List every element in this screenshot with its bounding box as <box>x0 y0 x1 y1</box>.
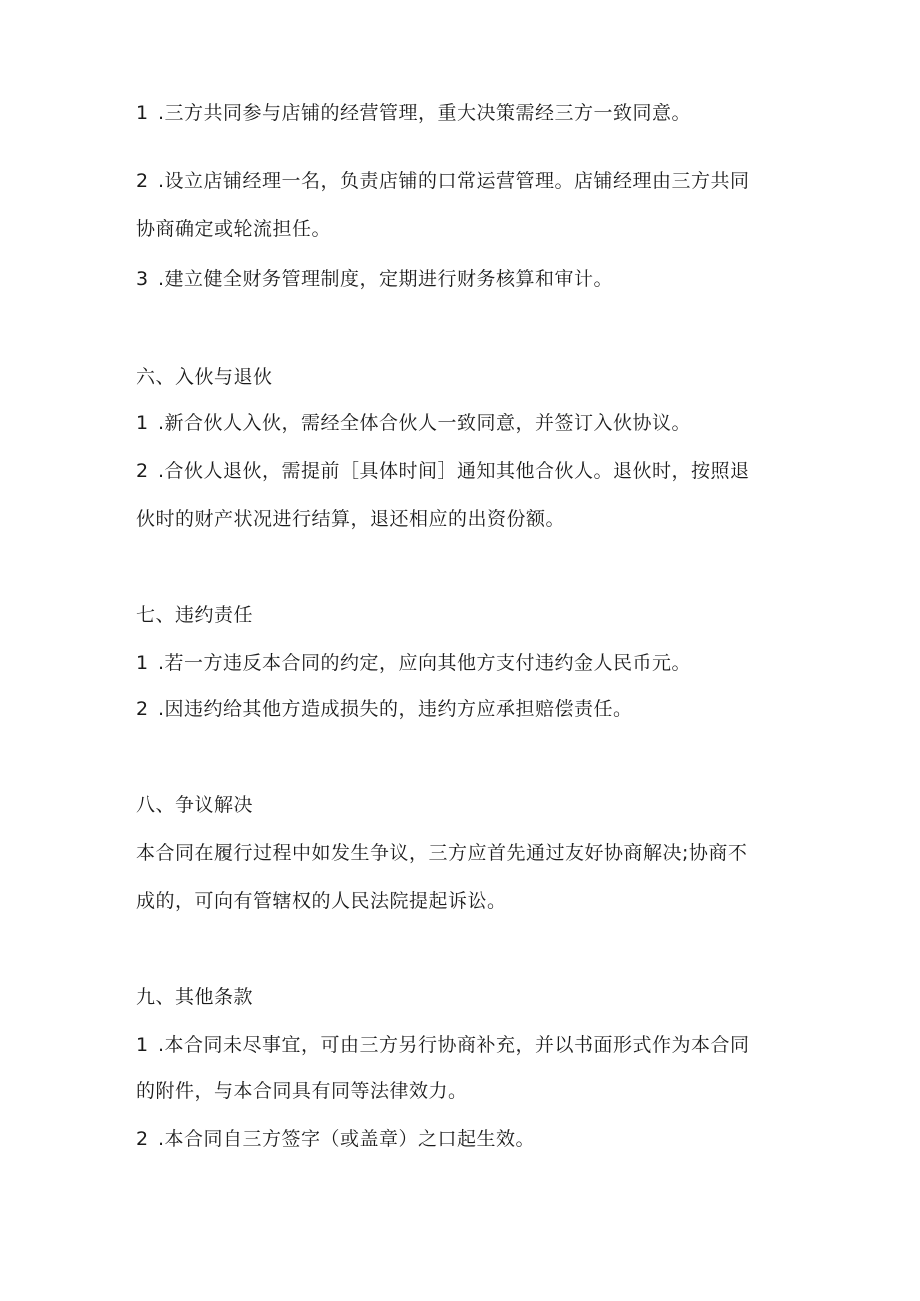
clause-number: 1 <box>136 652 149 674</box>
clause-6-1 <box>136 410 691 436</box>
clause-number: 1 <box>136 102 149 124</box>
section-heading: 七、违约责任 <box>136 604 254 626</box>
clause-text: .本合同未尽事宜，可由三方另行协商补充，并以书面形式作为本合同 <box>158 1034 750 1056</box>
clause-5-2-continued <box>136 216 331 242</box>
clause-text: .建立健全财务管理制度，定期进行财务核算和审计。 <box>158 268 614 290</box>
clause-text-continued: 协商确定或轮流担任。 <box>136 218 332 240</box>
section-9-title <box>136 984 253 1010</box>
clause-number: 2 <box>136 170 149 192</box>
clause-9-1-continued <box>136 1078 468 1104</box>
clause-text: .因违约给其他方造成损失的，违约方应承担赔偿责任。 <box>158 698 633 720</box>
paragraph-8-line-2 <box>136 888 507 914</box>
paragraph-text: 成的，可向有管辖权的人民法院提起诉讼。 <box>136 890 507 912</box>
clause-number: 1 <box>136 412 149 434</box>
paragraph-8-line-1 <box>136 840 747 866</box>
clause-number: 2 <box>136 698 149 720</box>
clause-5-2 <box>136 168 750 194</box>
clause-9-1 <box>136 1032 750 1058</box>
clause-text: .新合伙人入伙，需经全体合伙人一致同意，并签订入伙协议。 <box>158 412 692 434</box>
clause-9-2 <box>136 1126 535 1152</box>
clause-number: 2 <box>136 1128 149 1150</box>
section-heading: 六、入伙与退伙 <box>136 366 273 388</box>
clause-5-3 <box>136 266 613 292</box>
clause-number: 2 <box>136 460 149 482</box>
section-heading: 八、争议解决 <box>136 794 254 816</box>
clause-7-1 <box>136 650 691 676</box>
paragraph-text: 本合同在履行过程中如发生争议，三方应首先通过友好协商解决;协商不 <box>136 842 748 864</box>
clause-text: .合伙人退伙，需提前［具体时间］通知其他合伙人。退伙时，按照退 <box>158 460 750 482</box>
clause-text-continued: 伙时的财产状况进行结算，退还相应的出资份额。 <box>136 508 566 530</box>
clause-text: .若一方违反本合同的约定，应向其他方支付违约金人民币元。 <box>158 652 692 674</box>
clause-text: .设立店铺经理一名，负责店铺的口常运营管理。店铺经理由三方共同 <box>158 170 750 192</box>
clause-5-1 <box>136 100 691 126</box>
clause-text: .三方共同参与店铺的经营管理，重大决策需经三方一致同意。 <box>158 102 692 124</box>
clause-number: 3 <box>136 268 149 290</box>
section-8-title <box>136 792 253 818</box>
clause-number: 1 <box>136 1034 149 1056</box>
clause-6-2 <box>136 458 750 484</box>
clause-6-2-continued <box>136 506 565 532</box>
clause-7-2 <box>136 696 633 722</box>
section-7-title <box>136 602 253 628</box>
section-6-title <box>136 364 273 390</box>
section-heading: 九、其他条款 <box>136 986 254 1008</box>
clause-text: .本合同自三方签字（或盖章）之口起生效。 <box>158 1128 536 1150</box>
clause-text-continued: 的附件，与本合同具有同等法律效力。 <box>136 1080 468 1102</box>
